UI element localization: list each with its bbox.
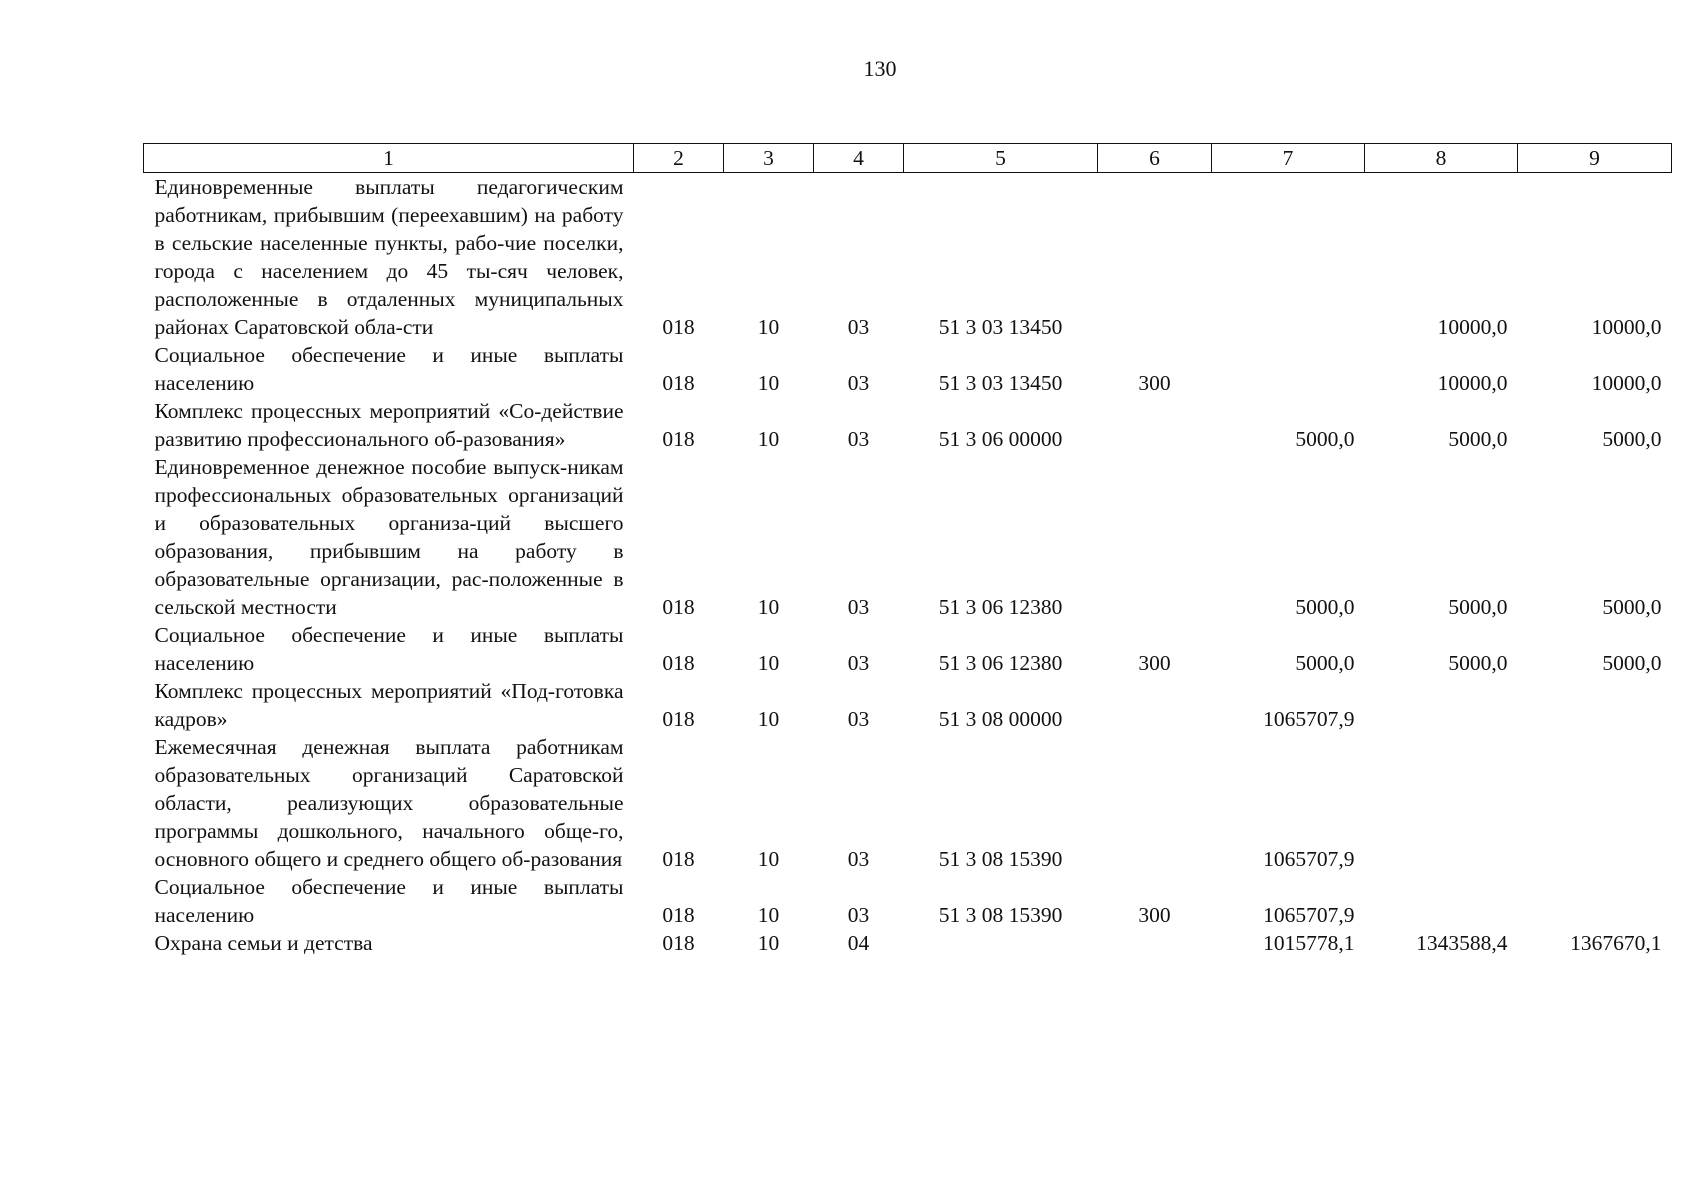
table-row <box>144 453 1672 621</box>
cell-amount-col7 <box>1212 173 1365 342</box>
cell-ministry-code: 018 <box>662 707 695 731</box>
cell-expense-type <box>1098 453 1212 621</box>
cell-ministry-code: 018 <box>662 427 695 451</box>
cell-section: 10 <box>757 371 780 395</box>
cell-section: 10 <box>757 315 780 339</box>
cell-section: 10 <box>757 651 780 675</box>
cell-amount-col8 <box>1365 733 1518 873</box>
cell-amount-col9 <box>1518 733 1672 873</box>
cell-section: 10 <box>757 707 780 731</box>
row-name: Ежемесячная денежная выплата работникам образовательных организаций Саратовской области, реализующих образовательные программы дошкольного, начального обще-го, основного общего и среднего общего об-разования <box>154 735 624 871</box>
cell-amount-col8 <box>1365 873 1518 929</box>
cell-amount-col9: 5000,0 <box>1602 427 1662 451</box>
row-name: Социальное обеспечение и иные выплаты населению <box>154 875 624 927</box>
cell-ministry-code: 018 <box>662 651 695 675</box>
cell-expense-type <box>1098 173 1212 342</box>
cell-target-article: 51 3 06 12380 <box>938 595 1063 619</box>
cell-subsection: 03 <box>847 315 870 339</box>
table-header-row <box>144 144 1672 173</box>
cell-target-article <box>904 929 1098 957</box>
cell-section: 10 <box>757 595 780 619</box>
cell-target-article: 51 3 08 15390 <box>938 847 1063 871</box>
cell-expense-type: 300 <box>1138 903 1171 927</box>
cell-amount-col8: 5000,0 <box>1448 595 1508 619</box>
table-row <box>144 677 1672 733</box>
table-row <box>144 397 1672 453</box>
cell-amount-col8: 10000,0 <box>1437 371 1508 395</box>
cell-amount-col9: 5000,0 <box>1602 651 1662 675</box>
cell-amount-col9: 1367670,1 <box>1570 931 1662 955</box>
cell-subsection: 03 <box>847 651 870 675</box>
cell-expense-type <box>1098 397 1212 453</box>
cell-ministry-code: 018 <box>662 903 695 927</box>
cell-expense-type <box>1098 677 1212 733</box>
table-row <box>144 173 1672 342</box>
column-header: 2 <box>634 144 724 173</box>
cell-amount-col8: 1343588,4 <box>1416 931 1508 955</box>
cell-target-article: 51 3 08 00000 <box>938 707 1063 731</box>
cell-ministry-code: 018 <box>662 371 695 395</box>
cell-subsection: 03 <box>847 371 870 395</box>
cell-amount-col7: 1065707,9 <box>1263 847 1355 871</box>
table-row <box>144 873 1672 929</box>
budget-table <box>143 143 1672 957</box>
cell-amount-col8 <box>1365 677 1518 733</box>
cell-subsection: 03 <box>847 427 870 451</box>
cell-target-article: 51 3 03 13450 <box>938 371 1063 395</box>
cell-section: 10 <box>757 931 780 955</box>
cell-target-article: 51 3 03 13450 <box>938 315 1063 339</box>
cell-expense-type <box>1098 929 1212 957</box>
cell-target-article: 51 3 06 12380 <box>938 651 1063 675</box>
cell-amount-col7 <box>1212 341 1365 397</box>
cell-target-article: 51 3 06 00000 <box>938 427 1063 451</box>
cell-subsection: 03 <box>847 595 870 619</box>
row-name: Охрана семьи и детства <box>154 931 373 955</box>
row-name: Социальное обеспечение и иные выплаты населению <box>154 623 624 675</box>
column-header: 9 <box>1518 144 1672 173</box>
cell-section: 10 <box>757 903 780 927</box>
cell-section: 10 <box>757 427 780 451</box>
row-name: Социальное обеспечение и иные выплаты населению <box>154 343 624 395</box>
cell-subsection: 04 <box>847 931 870 955</box>
cell-amount-col7: 5000,0 <box>1295 595 1355 619</box>
column-header: 1 <box>144 144 634 173</box>
row-name: Единовременные выплаты педагогическим работникам, прибывшим (переехавшим) на работу в сельские населенные пункты, рабо-чие поселки, города с населением до 45 ты-сяч человек, расположенные в отдаленных муниципальных районах Саратовской обла-сти <box>154 175 624 339</box>
table-row <box>144 929 1672 957</box>
cell-amount-col8: 10000,0 <box>1437 315 1508 339</box>
cell-amount-col9: 5000,0 <box>1602 595 1662 619</box>
cell-amount-col9: 10000,0 <box>1591 371 1662 395</box>
column-header: 8 <box>1365 144 1518 173</box>
cell-amount-col7: 5000,0 <box>1295 427 1355 451</box>
cell-amount-col9: 10000,0 <box>1591 315 1662 339</box>
table-row <box>144 341 1672 397</box>
row-name: Комплекс процессных мероприятий «Под-готовка кадров» <box>154 679 624 731</box>
cell-target-article: 51 3 08 15390 <box>938 903 1063 927</box>
cell-ministry-code: 018 <box>662 847 695 871</box>
cell-amount-col9 <box>1518 873 1672 929</box>
cell-subsection: 03 <box>847 707 870 731</box>
cell-amount-col7: 1015778,1 <box>1263 931 1355 955</box>
cell-expense-type: 300 <box>1138 651 1171 675</box>
column-header: 4 <box>814 144 904 173</box>
cell-subsection: 03 <box>847 903 870 927</box>
cell-amount-col7: 5000,0 <box>1295 651 1355 675</box>
page-number: 130 <box>863 56 897 81</box>
cell-ministry-code: 018 <box>662 595 695 619</box>
table-row <box>144 621 1672 677</box>
cell-ministry-code: 018 <box>662 931 695 955</box>
cell-subsection: 03 <box>847 847 870 871</box>
cell-amount-col7: 1065707,9 <box>1263 903 1355 927</box>
cell-expense-type <box>1098 733 1212 873</box>
column-header: 5 <box>904 144 1098 173</box>
cell-expense-type: 300 <box>1138 371 1171 395</box>
table-row <box>144 733 1672 873</box>
column-header: 3 <box>724 144 814 173</box>
column-header: 7 <box>1212 144 1365 173</box>
cell-section: 10 <box>757 847 780 871</box>
cell-amount-col9 <box>1518 677 1672 733</box>
cell-ministry-code: 018 <box>662 315 695 339</box>
cell-amount-col7: 1065707,9 <box>1263 707 1355 731</box>
row-name: Единовременное денежное пособие выпуск-никам профессиональных образовательных организаций и образовательных организа-ций высшего образования, прибывшим на работу в образовательные организации, рас-положенные в сельской местности <box>154 455 624 619</box>
column-header: 6 <box>1098 144 1212 173</box>
cell-amount-col8: 5000,0 <box>1448 651 1508 675</box>
row-name: Комплекс процессных мероприятий «Со-действие развитию профессионального об-разования» <box>154 399 624 451</box>
cell-amount-col8: 5000,0 <box>1448 427 1508 451</box>
